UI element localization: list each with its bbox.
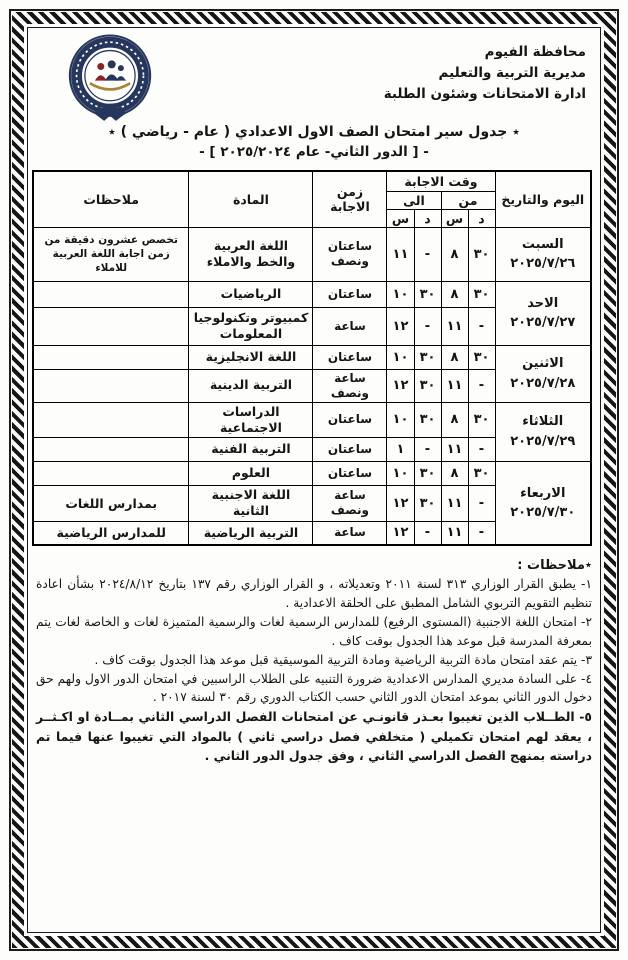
subject-cell: اللغة العربية والخط والاملاء	[189, 227, 313, 281]
note-cell	[33, 281, 189, 307]
to-minutes-cell: ٣٠	[414, 462, 441, 486]
exam-row-monday-english	[33, 345, 591, 369]
day-name: الاربعاء	[520, 485, 566, 501]
duration-cell: ساعتان	[313, 281, 387, 307]
to-minutes-cell: ٣٠	[414, 369, 441, 402]
schedule-subtitle: - [ الدور الثاني- عام ٢٠٢٥/٢٠٢٤ ] -	[199, 144, 429, 160]
col-header-from-minutes: د	[468, 209, 495, 227]
duration-cell: ساعة ونصف	[313, 369, 387, 402]
to-hours-cell: ١	[387, 438, 414, 462]
col-header-to-minutes: د	[414, 209, 441, 227]
col-header-to: الى	[387, 191, 441, 209]
subject-cell: الدراسات الاجتماعية	[189, 402, 313, 438]
from-minutes-cell: ٣٠	[468, 462, 495, 486]
from-minutes-cell: -	[468, 486, 495, 522]
col-header-answer-time: وقت الاجابة	[387, 171, 495, 191]
from-minutes-cell: ٣٠	[468, 402, 495, 438]
footnote-item-2: ٢- امتحان اللغة الاجنبية (المستوى الرفيع) للمدارس الرسمية لغات والرسمية المتميزة لغات و الخاصة لغات يتم بمعرفة المدرسة قبل موعد هذا الجدول بوقت كاف .	[36, 614, 592, 648]
from-hours-cell: ٨	[441, 402, 468, 438]
footnote-item-1: ١- يطبق القرار الوزاري ٣١٣ لسنة ٢٠١١ وتعديلاته ، و القرار الوزاري رقم ١٣٧ بتاريخ ٢٠٢٤/٨/١٢ بشأن اعادة تنظيم التقويم التربوي الشامل المطبق على الحلقة الاعدادية .	[36, 577, 592, 610]
from-hours-cell: ٨	[441, 345, 468, 369]
col-header-notes: ملاحظات	[33, 171, 189, 227]
day-cell	[495, 227, 591, 281]
note-cell	[33, 369, 189, 402]
note-cell	[33, 307, 189, 345]
day-cell	[495, 345, 591, 402]
note-cell: تخصص عشرون دقيقة من زمن اجابة اللغة العربية للاملاء	[33, 227, 189, 281]
table-body	[33, 227, 591, 545]
footnote-item-5: ٥- الطــلاب الذين تغيبوا بعـذر قانونـي عن امتحانات الفصل الدراسي الثاني بمــادة او اكـثــر ، يعقد لهم امتحان تكميلي ( متخلفي فصل دراسي ثاني ) بالمواد التي تغيبوا عنها فيما تم دراسته بمنهج الفصل الدراسي الثاني ، وفق جدول الدور الثاني .	[36, 709, 592, 763]
to-hours-cell: ١٢	[387, 307, 414, 345]
to-hours-cell: ١٠	[387, 402, 414, 438]
day-date: ٢٠٢٥/٧/٣٠	[510, 505, 576, 520]
from-hours-cell: ٨	[441, 462, 468, 486]
from-minutes-cell: -	[468, 521, 495, 545]
from-hours-cell: ١١	[441, 521, 468, 545]
table-header	[33, 171, 591, 227]
subject-cell: التربية الرياضية	[189, 521, 313, 545]
col-header-from-hours: س	[441, 209, 468, 227]
document-header	[36, 32, 592, 118]
col-header-day: اليوم والتاريخ	[495, 171, 591, 227]
day-name: الاثنين	[522, 356, 564, 371]
to-minutes-cell: ٣٠	[414, 402, 441, 438]
subject-cell: التربية الفنية	[189, 438, 313, 462]
exam-row-tuesday-social	[33, 402, 591, 438]
from-hours-cell: ١١	[441, 486, 468, 522]
note-cell: بمدارس اللغات	[33, 486, 189, 522]
note-cell	[33, 402, 189, 438]
subject-cell: كمبيوتر وتكنولوجيا المعلومات	[189, 307, 313, 345]
from-hours-cell: ١١	[441, 438, 468, 462]
from-hours-cell: ٨	[441, 227, 468, 281]
duration-cell: ساعتان	[313, 345, 387, 369]
day-date: ٢٠٢٥/٧/٢٨	[510, 375, 576, 391]
from-minutes-cell: -	[468, 438, 495, 462]
to-minutes-cell: -	[414, 521, 441, 545]
exam-row-wednesday-science	[33, 462, 591, 486]
col-header-subject: المادة	[189, 171, 313, 227]
day-name: الاحد	[527, 295, 559, 311]
from-minutes-cell: ٣٠	[468, 281, 495, 307]
note-cell: للمدارس الرياضية	[33, 521, 189, 545]
day-cell	[495, 402, 591, 462]
day-cell	[495, 462, 591, 546]
footnotes-title: ٭ملاحظات :	[517, 558, 592, 573]
from-minutes-cell: ٣٠	[468, 345, 495, 369]
from-minutes-cell: ٣٠	[468, 227, 495, 281]
subject-cell: التربية الدينية	[189, 369, 313, 402]
to-hours-cell: ١١	[387, 227, 414, 281]
day-name: الثلاثاء	[522, 414, 564, 430]
note-cell	[33, 438, 189, 462]
to-hours-cell: ١٢	[387, 486, 414, 522]
document-content	[36, 32, 592, 928]
from-hours-cell: ١١	[441, 307, 468, 345]
to-minutes-cell: -	[414, 307, 441, 345]
subject-cell: العلوم	[189, 462, 313, 486]
duration-cell: ساعتان ونصف	[313, 227, 387, 281]
to-hours-cell: ١٢	[387, 521, 414, 545]
day-name: السبت	[521, 236, 564, 252]
to-hours-cell: ١٠	[387, 462, 414, 486]
directorate-name: مديرية التربية والتعليم	[438, 64, 586, 81]
subject-cell: الرياضيات	[189, 281, 313, 307]
footnotes-section	[36, 558, 592, 765]
footnote-item-3: ٣- يتم عقد امتحان مادة التربية الرياضية ومادة التربية الموسيقية قبل موعد هذا الجدول بوقت كاف .	[94, 652, 592, 667]
subject-cell: اللغة الاجنبية الثانية	[189, 486, 313, 522]
to-minutes-cell: ٣٠	[414, 345, 441, 369]
note-cell	[33, 345, 189, 369]
org-header	[384, 42, 586, 105]
to-hours-cell: ١٢	[387, 369, 414, 402]
duration-cell: ساعة ونصف	[313, 486, 387, 522]
day-date: ٢٠٢٥/٧/٢٦	[510, 256, 576, 271]
schedule-title: ٭ جدول سير امتحان الصف الاول الاعدادي ( عام - رياضي ) ٭	[108, 124, 520, 140]
to-hours-cell: ١٠	[387, 345, 414, 369]
to-hours-cell: ١٠	[387, 281, 414, 307]
exam-schedule-table	[32, 170, 592, 546]
duration-cell: ساعتان	[313, 438, 387, 462]
duration-cell: ساعتان	[313, 402, 387, 438]
exam-row-sunday-math	[33, 281, 591, 307]
governorate-name: محافظة الفيوم	[484, 44, 586, 60]
administration-name: ادارة الامتحانات وشئون الطلبة	[383, 85, 586, 102]
from-minutes-cell: -	[468, 369, 495, 402]
to-minutes-cell: ٣٠	[414, 281, 441, 307]
to-minutes-cell: -	[414, 438, 441, 462]
from-hours-cell: ١١	[441, 369, 468, 402]
ministry-seal-icon	[64, 32, 156, 124]
footnote-item-4: ٤- على السادة مديري المدارس الاعدادية ضرورة التنبيه على الطلاب الراسبين في امتحان الدور الاول ولهم حق دخول الدور الثاني بموعد امتحان الدور الثاني حسب الكتاب الدوري رقم ٣٠ لسنة ٢٠١٧ .	[36, 671, 592, 705]
note-cell	[33, 462, 189, 486]
day-cell	[495, 281, 591, 345]
exam-row-saturday-arabic	[33, 227, 591, 281]
col-header-duration: زمن الاجابة	[313, 171, 387, 227]
to-minutes-cell: -	[414, 227, 441, 281]
duration-cell: ساعة	[313, 307, 387, 345]
duration-cell: ساعة	[313, 521, 387, 545]
day-date: ٢٠٢٥/٧/٢٧	[510, 315, 576, 330]
subject-cell: اللغة الانجليزية	[189, 345, 313, 369]
from-minutes-cell: -	[468, 307, 495, 345]
from-hours-cell: ٨	[441, 281, 468, 307]
to-minutes-cell: ٣٠	[414, 486, 441, 522]
col-header-from: من	[441, 191, 495, 209]
duration-cell: ساعتان	[313, 462, 387, 486]
day-date: ٢٠٢٥/٧/٢٩	[510, 433, 576, 449]
col-header-to-hours: س	[387, 209, 414, 227]
